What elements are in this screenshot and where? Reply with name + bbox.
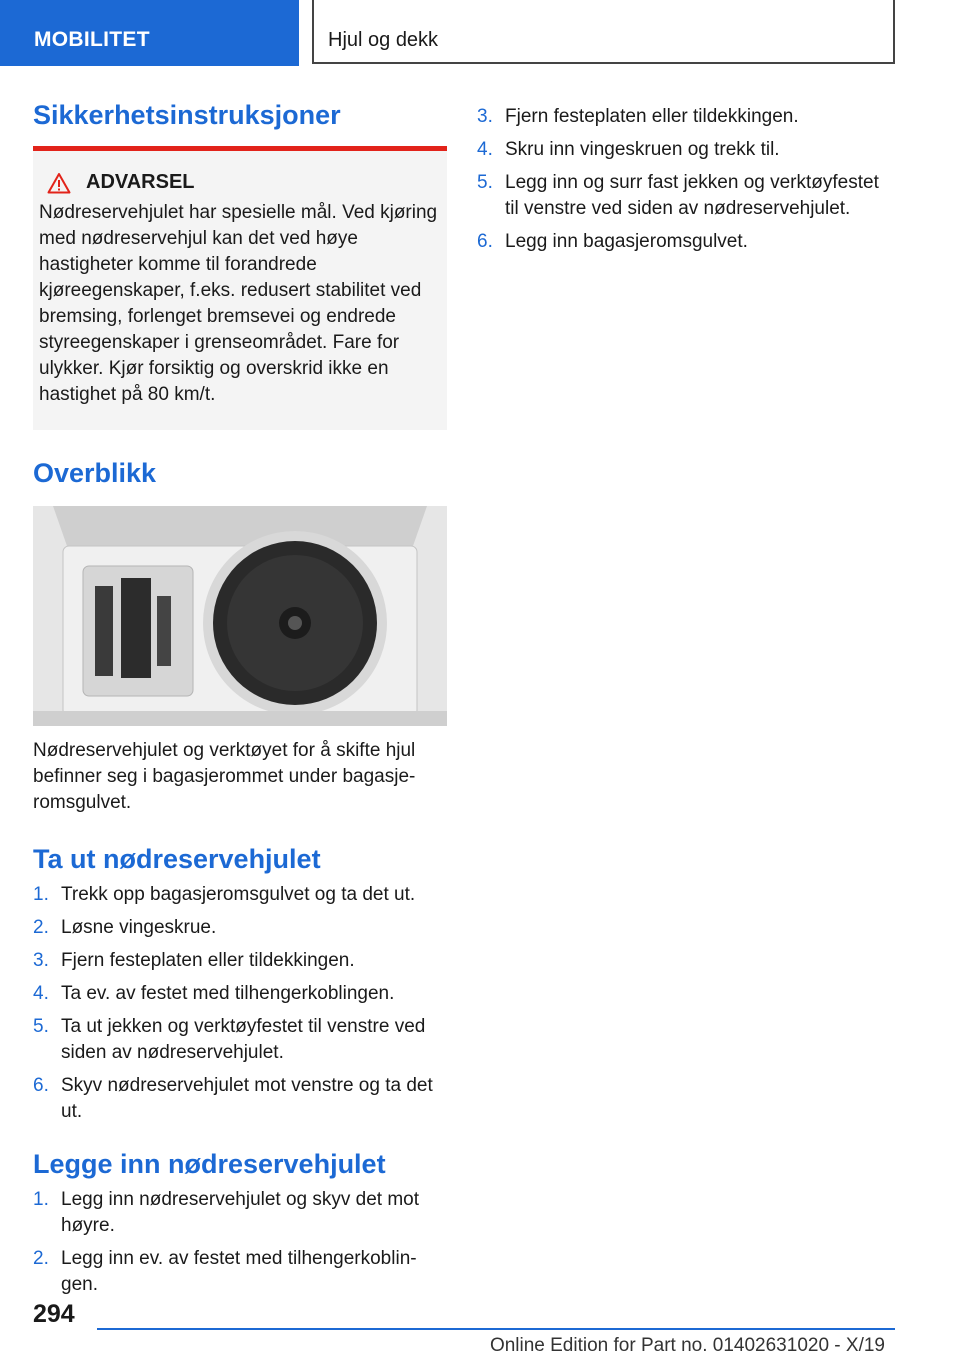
insert-steps-list-part2 [477,104,897,255]
step-text: Skru inn vingeskruen og trekk til. [505,139,780,160]
removal-heading: Ta ut nødreservehjulet [33,844,321,874]
overview-caption: Nødreservehjulet og verktøyet for å skifte hjul befinner seg i bagasjerommet under bagasjeromsgulvet. [33,740,416,813]
left-column [33,98,447,1305]
insert-heading: Legge inn nødreservehjulet [33,1149,386,1179]
list-item [33,948,447,974]
header-section-tab: MOBILITET [0,0,299,66]
list-item [33,882,447,908]
trunk-spare-wheel-photo [33,506,447,726]
step-number: 3. [477,106,493,127]
header-chapter-title: Hjul og dekk [312,0,895,64]
warning-header [47,171,439,194]
list-item [33,915,447,941]
step-text: Løsne vingeskrue. [61,917,217,938]
step-text: Legg inn og surr fast jekken og verktøyfestet til venstre ved siden av nødreservehjulet. [505,172,879,219]
list-item [33,981,447,1007]
step-text: Trekk opp bagasjeromsgulvet og ta det ut. [61,884,416,905]
warning-text: Nødreservehjulet har spesielle mål. Ved kjøring med nødreservehjul kan det ved høye hastigheter komme til forandrede kjøreegenskaper, f.eks. redusert stabilitet ved bremsing, forlenget bremsevei og endrede styreegenskaper i grenseområdet. Fare for ulykker. Kjør forsiktig og overskrid ikke en hastighet på 80 km/t. [39,202,438,405]
step-text: Fjern festeplaten eller tildekkingen. [61,950,355,971]
step-number: 4. [477,139,493,160]
step-text: Legg inn bagasjeromsgulvet. [505,231,748,252]
list-item [33,1246,447,1298]
overview-heading: Overblikk [33,458,157,488]
footer-edition: Online Edition for Part no. 01402631020 - X/19 [489,1335,885,1356]
step-number: 1. [33,884,49,905]
step-text: Ta ut jekken og verktøyfestet til venstre ved siden av nødreservehjulet. [61,1016,426,1063]
list-item [477,137,897,163]
step-number: 5. [33,1016,49,1037]
list-item [477,104,897,130]
list-item [33,1073,447,1125]
step-number: 5. [477,172,493,193]
right-column [477,104,897,262]
warning-triangle-icon [47,172,71,194]
step-number: 2. [33,917,49,938]
removal-steps-list [33,882,447,1125]
warning-label: ADVARSEL [86,171,195,193]
page-number: 294 [33,1300,75,1328]
step-number: 6. [477,231,493,252]
list-item [477,229,897,255]
step-text: Legg inn nødreservehjulet og skyv det mot høyre. [61,1189,420,1236]
step-number: 4. [33,983,49,1004]
warning-box [33,151,447,430]
list-item [33,1014,447,1066]
step-text: Fjern festeplaten eller tildekkingen. [505,106,799,127]
step-number: 2. [33,1248,49,1269]
list-item [33,1187,447,1239]
step-text: Legg inn ev. av festet med tilhengerkoblingen. [61,1248,417,1295]
step-text: Skyv nødreservehjulet mot venstre og ta det ut. [61,1075,433,1122]
step-number: 3. [33,950,49,971]
step-text: Ta ev. av festet med tilhengerkoblingen. [61,983,395,1004]
step-number: 6. [33,1075,49,1096]
list-item [477,170,897,222]
footer-divider [97,1328,895,1330]
safety-heading: Sikkerhetsinstruksjoner [33,100,341,130]
step-number: 1. [33,1189,49,1210]
insert-steps-list-part1 [33,1187,447,1298]
